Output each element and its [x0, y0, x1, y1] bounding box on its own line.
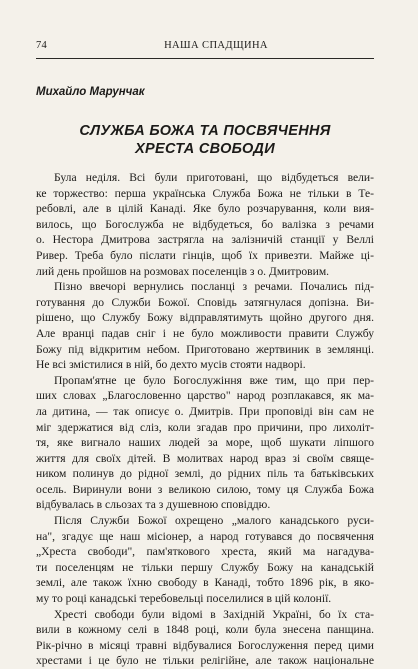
article-title-line: СЛУЖБА БОЖА ТА ПОСВЯЧЕННЯ [79, 123, 331, 139]
text-line: відбувалась в сльозах та з душевною сповіддю. [36, 498, 271, 512]
body-paragraph [36, 373, 374, 513]
running-title: НАША СПАДЩИНА [164, 40, 268, 51]
header-divider [36, 58, 374, 59]
text-line: хрестами і це було не тільки релігійне, але також національне [36, 654, 374, 668]
text-line: Хресті свободи були відомі в Західній Україні, бо їх ста- [54, 607, 374, 621]
body-paragraph [36, 170, 374, 279]
text-line: міг здержатися від сліз, коли згадав про причини, про лихоліт- [36, 420, 374, 434]
text-line: рішено, що Службу Божу відправлятимуть щойно другого дня. [36, 311, 374, 325]
text-line: Божу під відкритим небом. Приготовано жертвиник в землянці. [36, 342, 374, 356]
text-line: ником полинув до рідної землі, до рідних піль та батьківських [36, 467, 374, 481]
text-line: тя, яке вигнало наших людей за море, щоб шукати ліпшого [36, 436, 374, 450]
text-line: лий день пройшов на розмовах поселенців з о. Дмитровим. [36, 264, 330, 278]
article-title [36, 122, 374, 158]
body-paragraph [36, 513, 374, 607]
text-line: вилось, що Богослужба не відбудеться, бо валізка з речами [36, 217, 374, 231]
text-line: му то році канадські теребовельці поселилися в цій колонії. [36, 592, 332, 606]
body-paragraph [36, 279, 374, 373]
page-number: 74 [36, 40, 47, 51]
body-paragraph [36, 607, 374, 669]
text-line: Але вранці падав сніг і не було можливости правити Службу [36, 326, 374, 340]
text-line: Пізно ввечорі вернулись посланці з речами. Почались під- [54, 280, 374, 294]
text-line: Пропам'ятне це було Богослужіння вже тим, що при пер- [54, 373, 374, 387]
article-title-line: ХРЕСТА СВОБОДИ [135, 141, 275, 157]
text-line: осель. Виринули вони з великою силою, тому ця Служба Божа [36, 482, 374, 496]
text-line: життя для своїх дітей. В молитвах народ враз зі своїм свяще- [36, 451, 374, 465]
text-line: ке торжество: перша українська Служба Божа не тільки в Те- [36, 186, 374, 200]
text-line: землі, але також їхню свободу в Канаді, тобто 1896 рік, в яко- [36, 576, 374, 590]
text-line: Була неділя. Всі були приготовані, що відбудеться вели- [54, 171, 374, 184]
page-header [36, 40, 374, 56]
text-line: Рік-річно в місяці травні відбувалися Богослуження перед цими [36, 638, 374, 652]
text-line: Ривер. Треба було післати гінців, щоб їх привезти. Майже ці- [36, 248, 374, 262]
text-line: ребовлі, але в цілій Канаді. Яке було розчарування, коли вия- [36, 202, 374, 216]
text-line: „Хреста свободи", пам'яткового хреста, який ма нагадува- [36, 545, 374, 559]
author-name: Михайло Марунчак [36, 86, 145, 98]
text-line: готування до Служби Божої. Сповідь затягнулася допізна. Ви- [36, 295, 374, 309]
text-line: о. Нестора Дмитрова застрягла на залізничій станції у Веллі [36, 233, 374, 247]
text-line: ла дитина, — так описує о. Дмитрів. При проповіді він сам не [36, 404, 374, 418]
text-line: ти поселенцям не тільки першу Службу Божу на канадській [36, 560, 374, 574]
article-body [36, 170, 374, 669]
text-line: ших словах „Благословенно царство" народ розплакався, як ма- [36, 389, 374, 403]
text-line: вили в кожному селі в 1848 році, коли була знесена панщина. [36, 623, 374, 637]
text-line: Не всі змістилися в ній, бо дехто мусів стояти надворі. [36, 358, 306, 372]
text-line: Після Служби Божої охрещено „малого канадського руси- [54, 514, 374, 528]
text-line: на", згадує ще наш місіонер, а народ готувався до посвячення [36, 529, 374, 543]
